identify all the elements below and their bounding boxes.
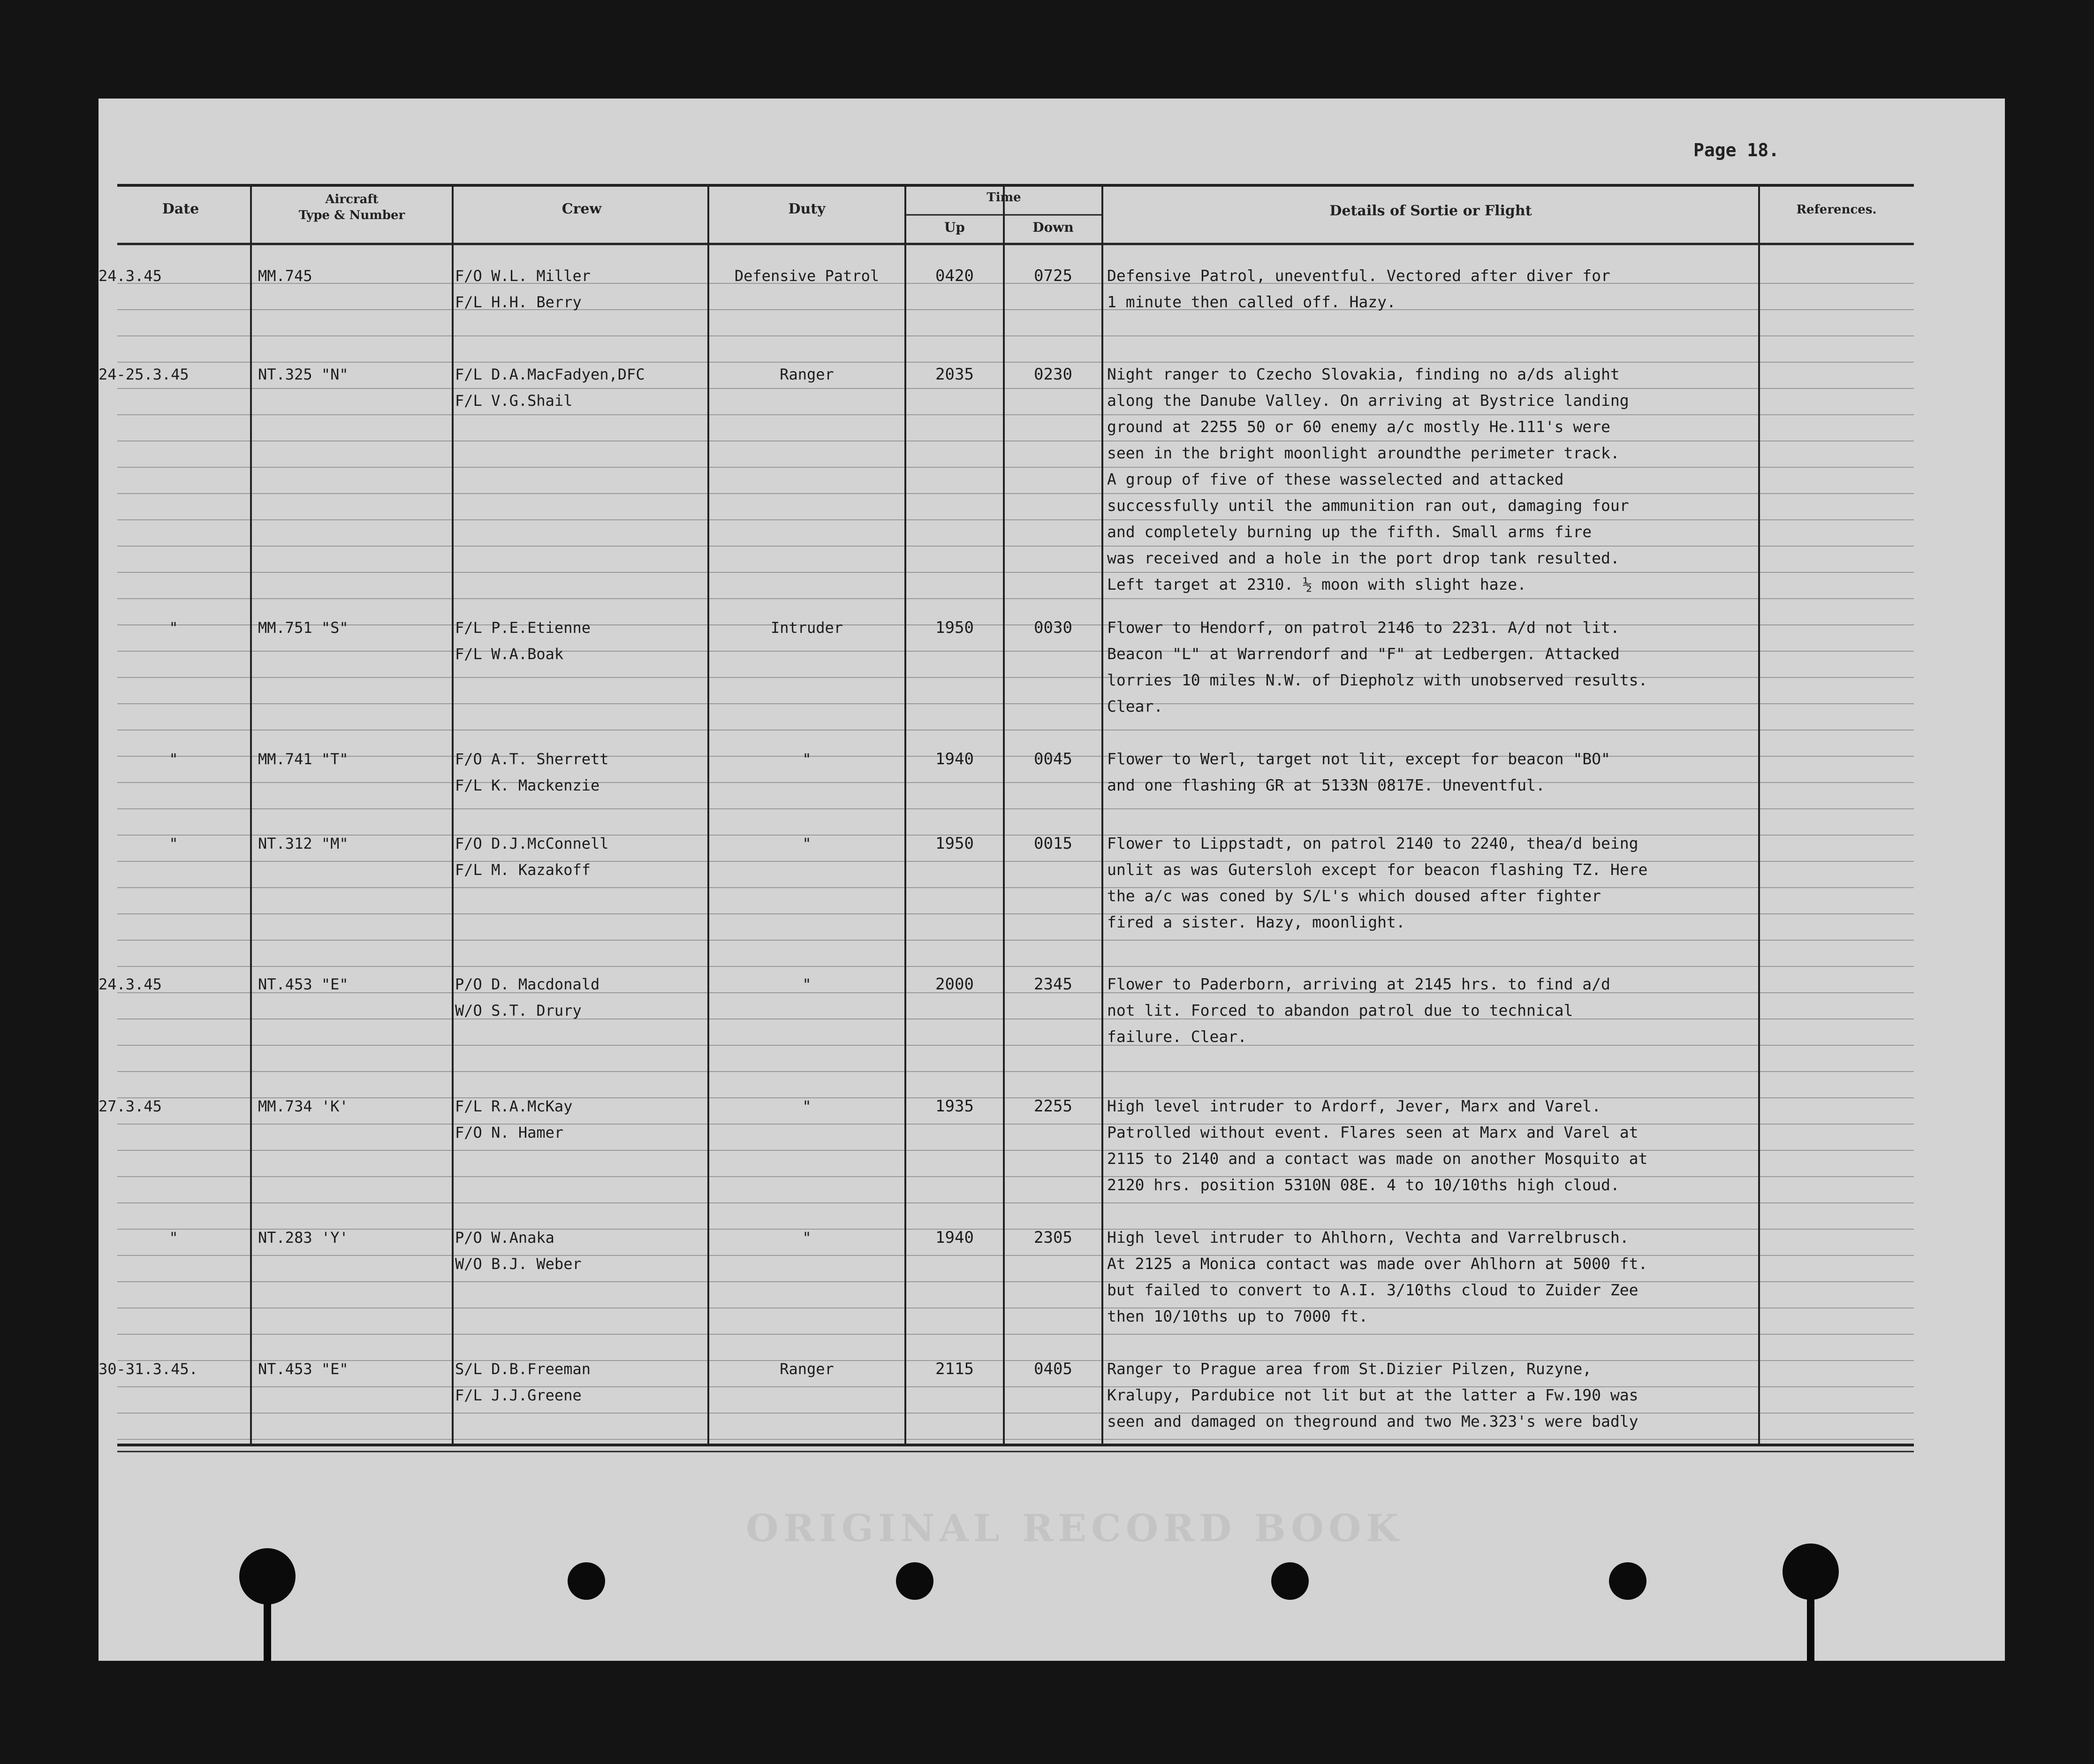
row-detail-line: Defensive Patrol, uneventful. Vectored after diver for — [1107, 266, 1610, 285]
header-details: Details of Sortie or Flight — [1329, 203, 1532, 219]
row-aircraft: NT.325 "N" — [258, 365, 349, 383]
row-crew-member: F/L P.E.Etienne — [455, 619, 591, 637]
row-crew-member: P/O D. Macdonald — [455, 975, 600, 993]
row-detail-line: High level intruder to Ahlhorn, Vechta and Varrelbrusch. — [1107, 1228, 1629, 1247]
page-label: Page 18. — [1693, 140, 1780, 160]
row-detail-line: 2115 to 2140 and a contact was made on another Mosquito at — [1107, 1149, 1648, 1168]
row-crew-member: F/L W.A.Boak — [455, 645, 564, 663]
row-crew-member: W/O S.T. Drury — [455, 1002, 582, 1019]
header-time: Time — [986, 190, 1021, 205]
row-detail-line: along the Danube Valley. On arriving at Bystrice landing — [1107, 391, 1629, 410]
row-detail-line: Flower to Lippstadt, on patrol 2140 to 2240, thea/d being — [1107, 834, 1639, 852]
row-crew-member: F/O D.J.McConnell — [455, 835, 609, 852]
row-duty: " — [802, 835, 812, 852]
row-detail-line: the a/c was coned by S/L's which doused after fighter — [1107, 887, 1601, 905]
row-detail-line: but failed to convert to A.I. 3/10ths cloud to Zuider Zee — [1107, 1281, 1639, 1299]
row-crew-member: F/O W.L. Miller — [455, 267, 591, 285]
row-time-up: 0420 — [935, 266, 974, 285]
row-detail-line: At 2125 a Monica contact was made over Ahlhorn at 5000 ft. — [1107, 1255, 1648, 1273]
row-detail-line: lorries 10 miles N.W. of Diepholz with unobserved results. — [1107, 671, 1648, 689]
binder-slot-1 — [264, 1590, 271, 1661]
row-duty: Ranger — [780, 1360, 834, 1378]
row-detail-line: Beacon "L" at Warrendorf and "F" at Ledbergen. Attacked — [1107, 645, 1620, 663]
row-aircraft: MM.734 'K' — [258, 1097, 349, 1115]
row-detail-line: fired a sister. Hazy, moonlight. — [1107, 913, 1405, 931]
binder-hole-2 — [568, 1562, 605, 1600]
header-date: Date — [162, 201, 199, 217]
row-crew-member: S/L D.B.Freeman — [455, 1360, 591, 1378]
row-detail-line: seen in the bright moonlight aroundthe perimeter track. — [1107, 444, 1620, 462]
row-detail-line: Clear. — [1107, 697, 1163, 715]
row-crew-member: F/L K. Mackenzie — [455, 776, 600, 794]
header-aircraft-line1: Aircraft — [325, 192, 379, 206]
row-duty: " — [802, 975, 812, 993]
row-crew-member: W/O B.J. Weber — [455, 1255, 582, 1273]
row-detail-line: Left target at 2310. ½ moon with slight haze. — [1107, 575, 1527, 593]
row-aircraft: NT.453 "E" — [258, 1360, 349, 1378]
row-detail-line: Flower to Werl, target not lit, except for beacon "BO" — [1107, 750, 1610, 768]
row-time-down: 0405 — [1034, 1360, 1072, 1378]
header-crew: Crew — [561, 201, 602, 217]
row-time-down: 2305 — [1034, 1228, 1072, 1247]
row-detail-line: 2120 hrs. position 5310N 08E. 4 to 10/10ths high cloud. — [1107, 1176, 1620, 1194]
row-time-up: 1940 — [935, 750, 974, 768]
row-time-down: 0015 — [1034, 834, 1072, 853]
row-detail-line: seen and damaged on theground and two Me.323's were badly — [1107, 1412, 1639, 1430]
row-duty: Ranger — [780, 365, 834, 383]
row-time-up: 2035 — [935, 365, 974, 384]
row-date: " — [169, 1229, 178, 1247]
row-aircraft: MM.751 "S" — [258, 619, 349, 637]
binder-hole-3 — [896, 1562, 933, 1600]
row-duty: " — [802, 1097, 812, 1115]
row-time-up: 1950 — [935, 618, 974, 637]
row-date: 24-25.3.45 — [99, 365, 189, 383]
row-detail-line: High level intruder to Ardorf, Jever, Marx and Varel. — [1107, 1097, 1601, 1115]
row-time-down: 0725 — [1034, 266, 1072, 285]
row-detail-line: Night ranger to Czecho Slovakia, finding no a/ds alight — [1107, 365, 1620, 383]
row-time-down: 2255 — [1034, 1097, 1072, 1116]
row-duty: Defensive Patrol — [734, 267, 880, 285]
form-rules — [99, 99, 2005, 1661]
row-time-down: 0030 — [1034, 618, 1072, 637]
row-detail-line: ground at 2255 50 or 60 enemy a/c mostly He.111's were — [1107, 418, 1610, 436]
row-aircraft: MM.745 — [258, 267, 312, 285]
binder-hole-4 — [1271, 1562, 1309, 1600]
row-detail-line: A group of five of these wasselected and attacked — [1107, 470, 1564, 488]
row-aircraft: NT.453 "E" — [258, 975, 349, 993]
row-crew-member: F/L R.A.McKay — [455, 1097, 573, 1115]
header-up: Up — [944, 220, 965, 235]
binder-hole-5 — [1609, 1562, 1646, 1600]
row-time-up: 1950 — [935, 834, 974, 853]
row-detail-line: then 10/10ths up to 7000 ft. — [1107, 1307, 1368, 1325]
row-detail-line: Ranger to Prague area from St.Dizier Pilzen, Ruzyne, — [1107, 1360, 1592, 1378]
binder-slot-2 — [1807, 1586, 1814, 1661]
row-time-down: 0230 — [1034, 365, 1072, 384]
row-crew-member: P/O W.Anaka — [455, 1229, 554, 1247]
row-detail-line: and one flashing GR at 5133N 0817E. Uneventful. — [1107, 776, 1545, 794]
row-aircraft: NT.283 'Y' — [258, 1229, 349, 1247]
row-aircraft: NT.312 "M" — [258, 835, 349, 852]
row-detail-line: Flower to Paderborn, arriving at 2145 hrs. to find a/d — [1107, 975, 1610, 993]
row-detail-line: unlit as was Gutersloh except for beacon flashing TZ. Here — [1107, 860, 1648, 879]
row-duty: " — [802, 1229, 812, 1247]
header-duty: Duty — [788, 201, 826, 217]
row-date: 24.3.45 — [99, 267, 162, 285]
row-crew-member: F/O N. Hamer — [455, 1124, 564, 1141]
row-time-down: 0045 — [1034, 750, 1072, 768]
row-detail-line: and completely burning up the fifth. Small arms fire — [1107, 523, 1592, 541]
row-crew-member: F/L D.A.MacFadyen,DFC — [455, 365, 645, 383]
record-sheet — [99, 99, 2005, 1661]
row-detail-line: Kralupy, Pardubice not lit but at the latter a Fw.190 was — [1107, 1386, 1639, 1404]
row-detail-line: was received and a hole in the port drop tank resulted. — [1107, 549, 1620, 567]
row-detail-line: 1 minute then called off. Hazy. — [1107, 293, 1396, 311]
row-duty: Intruder — [770, 619, 843, 637]
row-crew-member: F/O A.T. Sherrett — [455, 750, 609, 768]
row-crew-member: F/L V.G.Shail — [455, 392, 573, 410]
row-crew-member: F/L H.H. Berry — [455, 293, 582, 311]
row-detail-line: failure. Clear. — [1107, 1027, 1247, 1046]
row-crew-member: F/L M. Kazakoff — [455, 861, 591, 879]
row-date: " — [169, 619, 178, 637]
row-crew-member: F/L J.J.Greene — [455, 1386, 582, 1404]
row-date: 30-31.3.45. — [99, 1360, 198, 1378]
row-time-up: 1935 — [935, 1097, 974, 1116]
row-time-up: 2000 — [935, 975, 974, 994]
row-aircraft: MM.741 "T" — [258, 750, 349, 768]
row-date: 24.3.45 — [99, 975, 162, 993]
row-date: " — [169, 835, 178, 852]
header-down: Down — [1032, 220, 1074, 235]
row-detail-line: Patrolled without event. Flares seen at Marx and Varel at — [1107, 1123, 1639, 1141]
row-duty: " — [802, 750, 812, 768]
footer-stamp: ORIGINAL RECORD BOOK — [746, 1506, 1404, 1550]
row-time-up: 1940 — [935, 1228, 974, 1247]
row-time-up: 2115 — [935, 1360, 974, 1378]
row-date: 27.3.45 — [99, 1097, 162, 1115]
row-detail-line: not lit. Forced to abandon patrol due to technical — [1107, 1001, 1573, 1019]
header-aircraft-line2: Type & Number — [298, 208, 405, 222]
header-references: References. — [1796, 203, 1877, 217]
row-time-down: 2345 — [1034, 975, 1072, 994]
row-detail-line: successfully until the ammunition ran out, damaging four — [1107, 496, 1629, 515]
row-detail-line: Flower to Hendorf, on patrol 2146 to 2231. A/d not lit. — [1107, 618, 1620, 637]
row-date: " — [169, 750, 178, 768]
